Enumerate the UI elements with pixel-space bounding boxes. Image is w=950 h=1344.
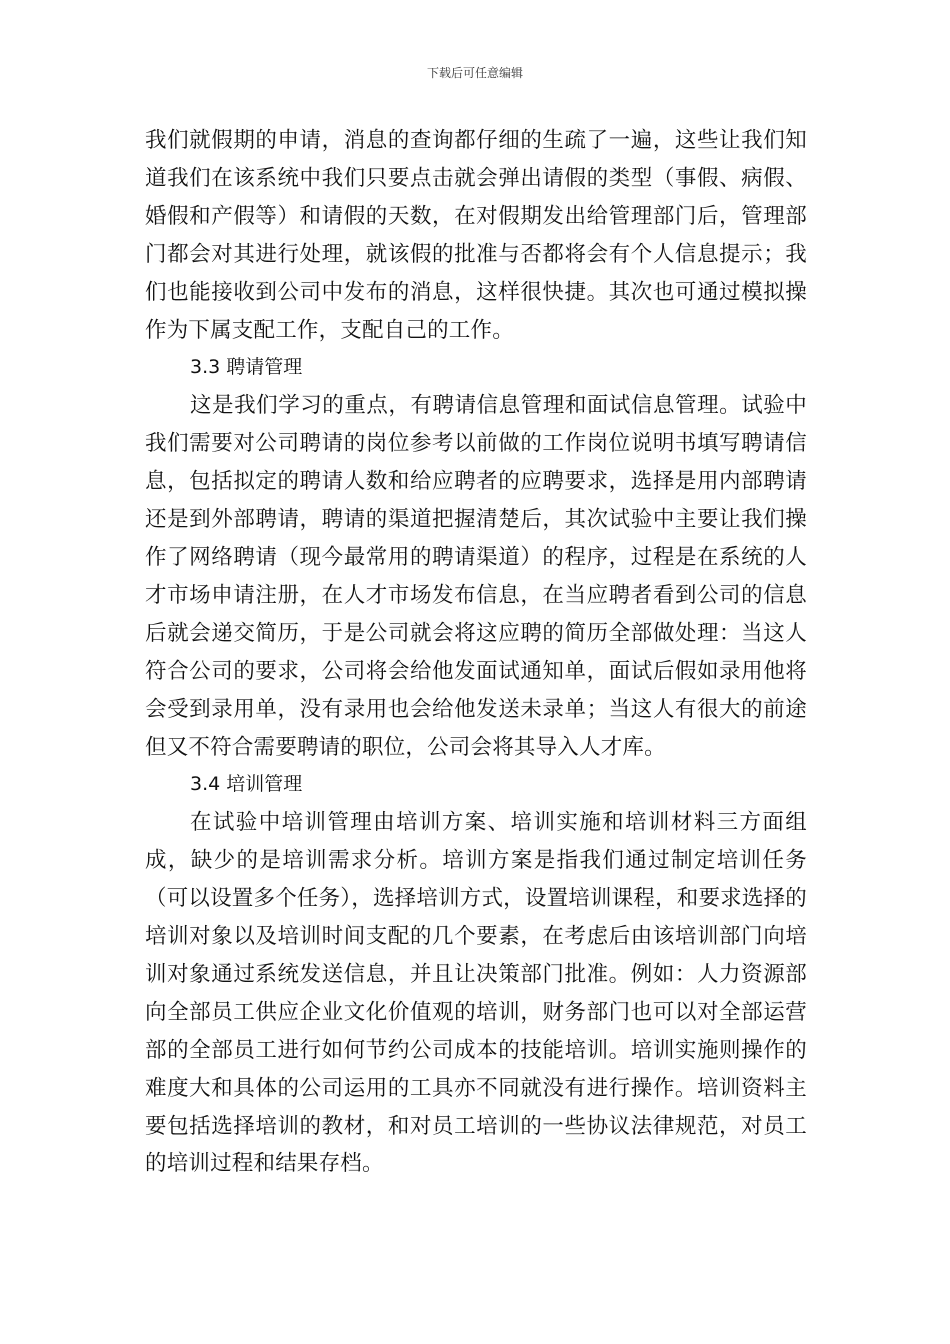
paragraph-leave-management: 我们就假期的申请，消息的查询都仔细的生疏了一遍，这些让我们知道我们在该系统中我们只要点击就会弹出请假的类型（事假、病假、婚假和产假等）和请假的天数，在对假期发出给管理部门后，管理部门都会对其进行处理，就该假的批准与否都将会有个人信息提示；我们也能接收到公司中发布的消息，这样很快捷。其次也可通过模拟操作为下属支配工作，支配自己的工作。 xyxy=(145,128,807,343)
paragraph-training: 在试验中培训管理由培训方案、培训实施和培训材料三方面组成，缺少的是培训需求分析。培训方案是指我们通过制定培训任务（可以设置多个任务），选择培训方式，设置培训课程，和要求选择的培训对象以及培训时间支配的几个要素，在考虑后由该培训部门向培训对象通过系统发送信息，并且让决策部门批准。例如：人力资源部向全部员工供应企业文化价值观的培训，财务部门也可以对全部运营部的全部员工进行如何节约公司成本的技能培训。培训实施则操作的难度大和具体的公司运用的工具亦不同就没有进行操作。培训资料主要包括选择培训的教材，和对员工培训的一些协议法律规范，对员工的培训过程和结果存档。 xyxy=(145,810,807,1177)
page-header: 下载后可任意编辑 xyxy=(426,66,523,80)
section-heading-training: 3.4 培训管理 xyxy=(190,773,303,796)
section-heading-recruitment: 3.3 聘请管理 xyxy=(190,356,303,379)
paragraph-recruitment: 这是我们学习的重点，有聘请信息管理和面试信息管理。试验中我们需要对公司聘请的岗位参考以前做的工作岗位说明书填写聘请信息，包括拟定的聘请人数和给应聘者的应聘要求，选择是用内部聘请还是到外部聘请，聘请的渠道把握清楚后，其次试验中主要让我们操作了网络聘请（现今最常用的聘请渠道）的程序，过程是在系统的人才市场申请注册，在人才市场发布信息，在当应聘者看到公司的信息后就会递交简历，于是公司就会将这应聘的简历全部做处理：当这人符合公司的要求，公司将会给他发面试通知单，面试后假如录用他将会受到录用单，没有录用也会给他发送未录单；当这人有很大的前途但又不符合需要聘请的职位，公司会将其导入人才库。 xyxy=(145,393,807,760)
document-body xyxy=(145,122,807,1183)
